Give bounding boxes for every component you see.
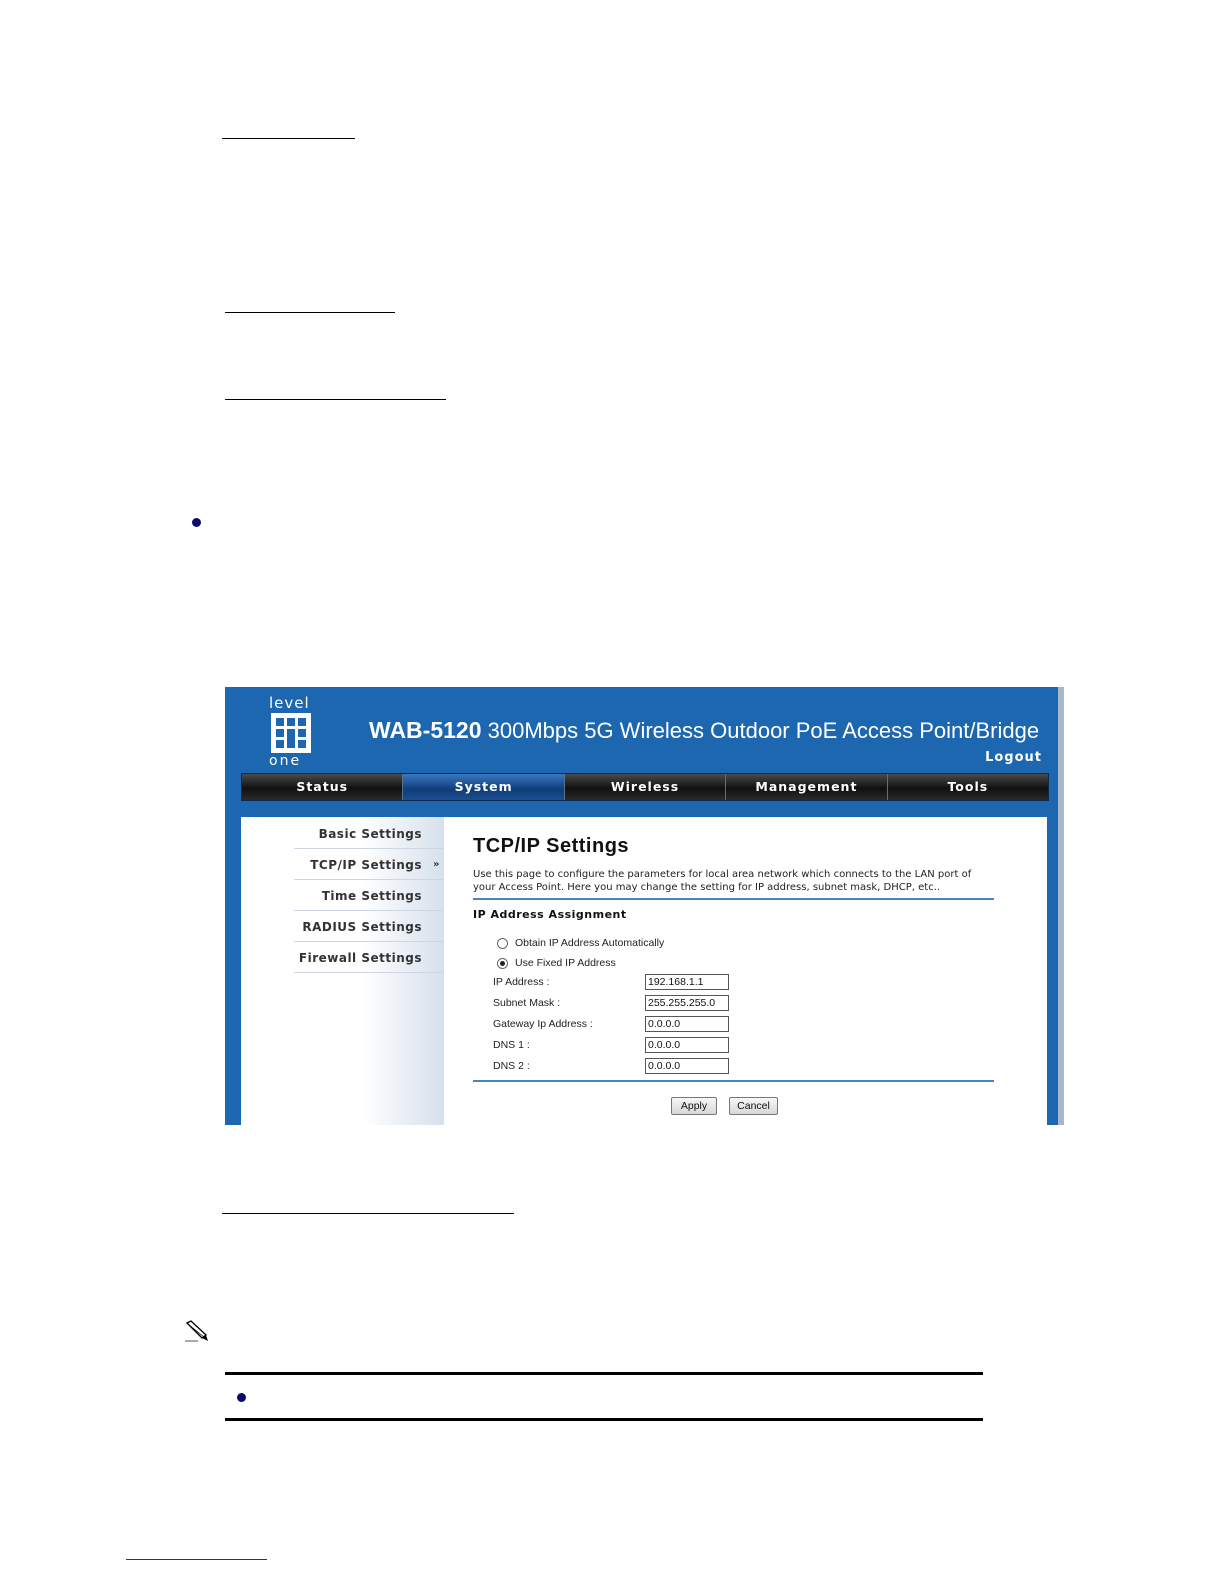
tab-system[interactable]: System — [403, 774, 564, 800]
tab-tools[interactable]: Tools — [947, 779, 989, 794]
note-table-bottom-rule — [225, 1418, 983, 1421]
cancel-button[interactable]: Cancel — [729, 1097, 778, 1115]
radio-use-fixed[interactable] — [497, 957, 616, 969]
underline-rule — [222, 138, 355, 139]
section-title: IP Address Assignment — [473, 908, 627, 921]
sidebar-item-basic-settings[interactable] — [294, 819, 444, 849]
sidebar-item-tcpip-settings[interactable] — [294, 850, 444, 880]
levelone-logo — [269, 694, 319, 769]
gateway-input[interactable] — [645, 1016, 729, 1032]
page-title: TCP/IP Settings — [473, 835, 630, 857]
logo-mark-icon — [271, 713, 311, 753]
sidebar-item-radius-settings[interactable] — [294, 912, 444, 942]
sidebar-item-label: Time Settings — [321, 889, 422, 903]
apply-button[interactable]: Apply — [671, 1097, 717, 1115]
radio-label: Obtain IP Address Automatically — [515, 937, 665, 949]
subnet-mask-label: Subnet Mask : — [493, 997, 561, 1009]
gateway-label: Gateway Ip Address : — [493, 1018, 593, 1030]
product-model: WAB-5120 — [369, 717, 482, 743]
bullet-icon — [237, 1393, 246, 1402]
note-table-top-rule — [225, 1372, 983, 1375]
page-description: Use this page to configure the parameters for local area network which connects to the LAN port of your Access Point. Here you may change the setting for IP address, subnet mask, DHCP, etc.. — [473, 869, 972, 893]
footer-underline-rule — [126, 1559, 267, 1560]
ip-address-label: IP Address : — [493, 976, 550, 988]
logo-text-top: level — [269, 694, 310, 712]
product-description: 300Mbps 5G Wireless Outdoor PoE Access Point/Bridge — [487, 718, 1040, 743]
sidebar-item-firewall-settings[interactable] — [294, 943, 444, 973]
radio-unchecked-icon[interactable] — [497, 938, 508, 949]
product-title — [369, 717, 1039, 744]
tab-management[interactable]: Management — [726, 774, 887, 800]
sidebar-item-time-settings[interactable] — [294, 881, 444, 911]
main-panel — [241, 817, 1047, 1125]
radio-label: Use Fixed IP Address — [515, 957, 616, 969]
divider — [473, 898, 994, 900]
router-screenshot — [225, 687, 1064, 1125]
underline-rule — [225, 312, 395, 313]
logout-link[interactable]: Logout — [985, 750, 1042, 765]
underline-rule — [225, 399, 446, 400]
subnet-mask-input[interactable] — [645, 995, 729, 1011]
dns2-label: DNS 2 : — [493, 1060, 530, 1072]
dns1-input[interactable] — [645, 1037, 729, 1053]
dns2-input[interactable] — [645, 1058, 729, 1074]
tab-status[interactable]: Status — [242, 774, 403, 800]
frame-edge — [1058, 687, 1064, 1125]
sidebar-item-label: RADIUS Settings — [302, 920, 422, 934]
sidebar-item-label: Firewall Settings — [298, 951, 422, 965]
underline-rule — [222, 1213, 514, 1214]
ip-address-input[interactable] — [645, 974, 729, 990]
divider — [473, 1080, 994, 1082]
radio-checked-icon[interactable] — [497, 958, 508, 969]
dns1-label: DNS 1 : — [493, 1039, 530, 1051]
tab-wireless[interactable]: Wireless — [565, 774, 726, 800]
pencil-icon — [184, 1320, 210, 1342]
double-chevron-right-icon: » — [433, 859, 440, 870]
main-nav — [241, 773, 1049, 801]
sidebar-item-label: TCP/IP Settings — [310, 858, 422, 872]
sidebar — [241, 817, 444, 1125]
bullet-icon — [192, 518, 201, 527]
sidebar-item-label: Basic Settings — [318, 827, 422, 841]
radio-obtain-auto[interactable] — [497, 937, 664, 949]
logo-text-bottom: one — [269, 753, 302, 769]
content-area — [473, 817, 995, 1125]
